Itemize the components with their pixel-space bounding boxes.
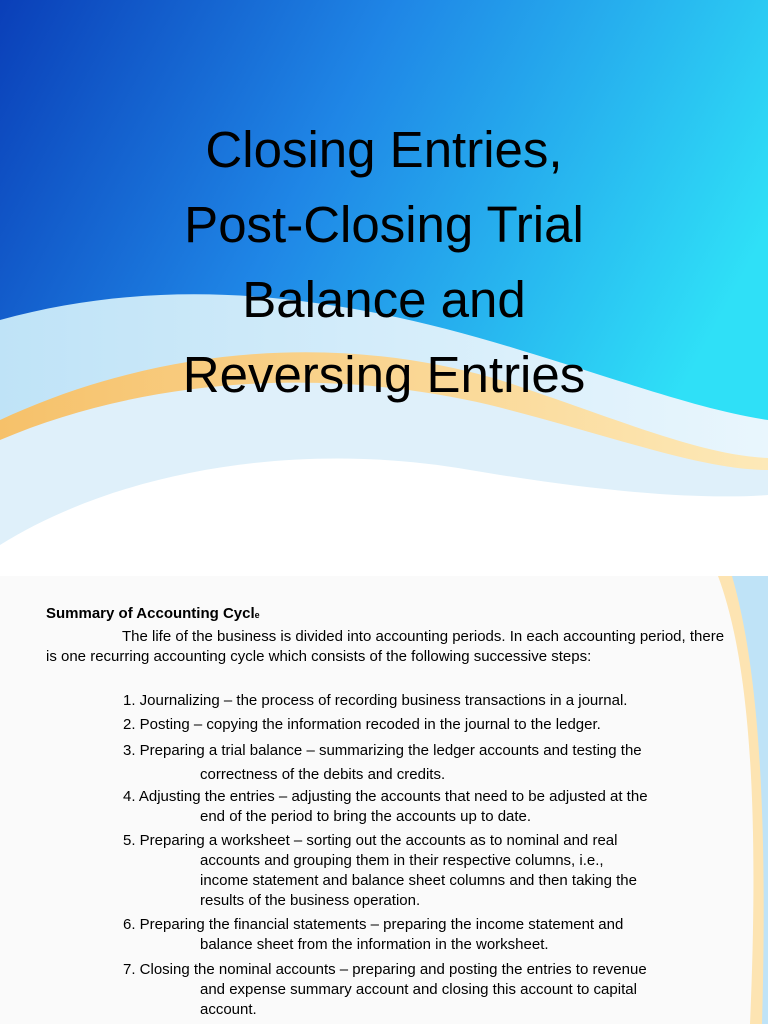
- step-text: 3. Preparing a trial balance – summarizing the ledger accounts and testing the: [123, 742, 642, 759]
- document-content: [0, 576, 768, 1024]
- step-continuation: correctness of the debits and credits.: [200, 766, 446, 783]
- step-text: 2. Posting – copying the information recoded in the journal to the ledger.: [123, 716, 601, 733]
- heading-last-letter: e: [254, 610, 260, 620]
- section-heading: [46, 604, 260, 625]
- title-line: Closing Entries,: [205, 121, 563, 178]
- title-line: Post-Closing Trial: [184, 196, 584, 253]
- list-item: [123, 960, 723, 1020]
- step-continuation: end of the period to bring the accounts up to date.: [200, 808, 532, 825]
- list-item: [123, 715, 723, 735]
- intro-paragraph: [46, 627, 726, 667]
- heading-text: Summary of Accounting Cycl: [46, 605, 255, 622]
- list-item: [123, 691, 723, 711]
- step-continuation: results of the business operation.: [200, 892, 421, 909]
- list-item: [123, 831, 723, 911]
- step-continuation: account.: [200, 1001, 257, 1018]
- list-item: [123, 915, 723, 955]
- intro-text: The life of the business is divided into accounting periods. In each accounting period, there is one recurring accounting cycle which consists of the following successive steps:: [46, 628, 725, 665]
- title-line: Reversing Entries: [182, 346, 586, 403]
- step-continuation: balance sheet from the information in the worksheet.: [200, 936, 549, 953]
- list-item: [123, 739, 723, 787]
- step-text: 1. Journalizing – the process of recording business transactions in a journal.: [123, 692, 628, 709]
- step-text: 6. Preparing the financial statements – preparing the income statement and: [123, 916, 624, 933]
- list-item: [123, 787, 723, 827]
- step-text: 7. Closing the nominal accounts – preparing and posting the entries to revenue: [123, 961, 647, 978]
- document-page: [0, 576, 768, 1024]
- step-text: 5. Preparing a worksheet – sorting out the accounts as to nominal and real: [123, 832, 618, 849]
- step-continuation: and expense summary account and closing this account to capital: [200, 981, 637, 998]
- slide-title: [84, 112, 684, 412]
- title-line: Balance and: [242, 271, 526, 328]
- step-continuation: accounts and grouping them in their respective columns, i.e.,: [200, 852, 604, 869]
- step-text: 4. Adjusting the entries – adjusting the accounts that need to be adjusted at the: [123, 788, 648, 805]
- step-continuation: income statement and balance sheet columns and then taking the: [200, 872, 637, 889]
